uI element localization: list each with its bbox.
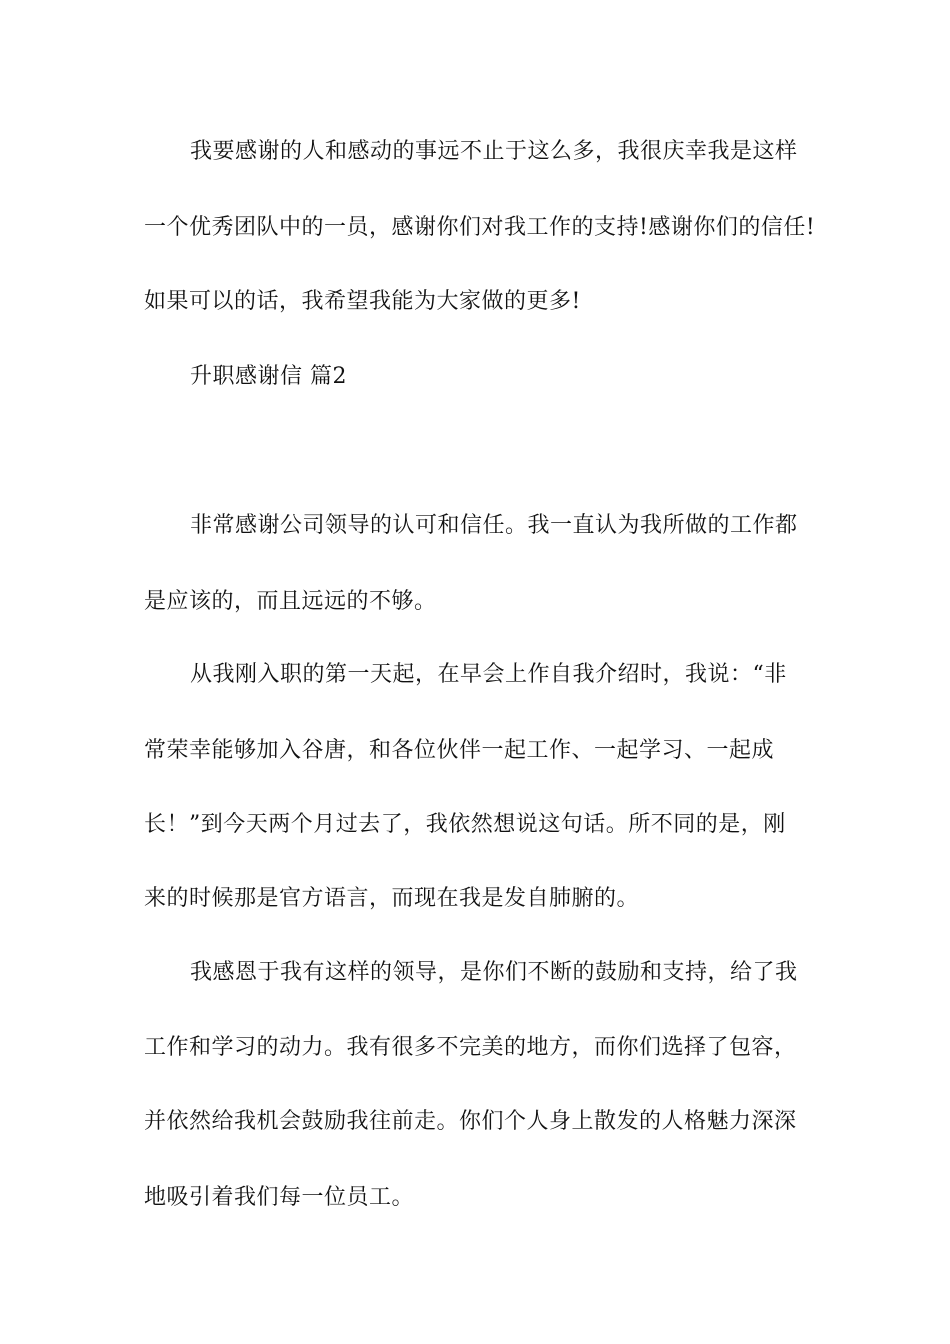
paragraph-1-line-1: 我要感谢的人和感动的事远不止于这么多，我很庆幸我是这样 <box>190 139 798 164</box>
paragraph-3-line-2: 常荣幸能够加入谷唐，和各位伙伴一起工作、一起学习、一起成 <box>144 738 775 763</box>
paragraph-2-line-1: 非常感谢公司领导的认可和信任。我一直认为我所做的工作都 <box>190 513 798 538</box>
paragraph-3-line-4: 来的时候那是官方语言，而现在我是发自肺腑的。 <box>144 886 640 911</box>
paragraph-4-line-2: 工作和学习的动力。我有很多不完美的地方，而你们选择了包容， <box>144 1035 797 1060</box>
paragraph-4-line-4: 地吸引着我们每一位员工。 <box>144 1185 415 1210</box>
paragraph-4-line-3: 并依然给我机会鼓励我往前走。你们个人身上散发的人格魅力深深 <box>144 1109 797 1134</box>
paragraph-4-line-1: 我感恩于我有这样的领导，是你们不断的鼓励和支持，给了我 <box>190 960 798 985</box>
paragraph-3-line-1: 从我刚入职的第一天起，在早会上作自我介绍时，我说：“非 <box>190 662 787 687</box>
paragraph-1-line-3: 如果可以的话，我希望我能为大家做的更多! <box>144 289 581 314</box>
paragraph-1-line-2: 一个优秀团队中的一员，感谢你们对我工作的支持!感谢你们的信任! <box>144 215 816 240</box>
section-heading: 升职感谢信 篇2 <box>190 364 347 389</box>
paragraph-2-line-2: 是应该的，而且远远的不够。 <box>144 589 437 614</box>
paragraph-3-line-3: 长！”到今天两个月过去了，我依然想说这句话。所不同的是，刚 <box>144 812 786 837</box>
